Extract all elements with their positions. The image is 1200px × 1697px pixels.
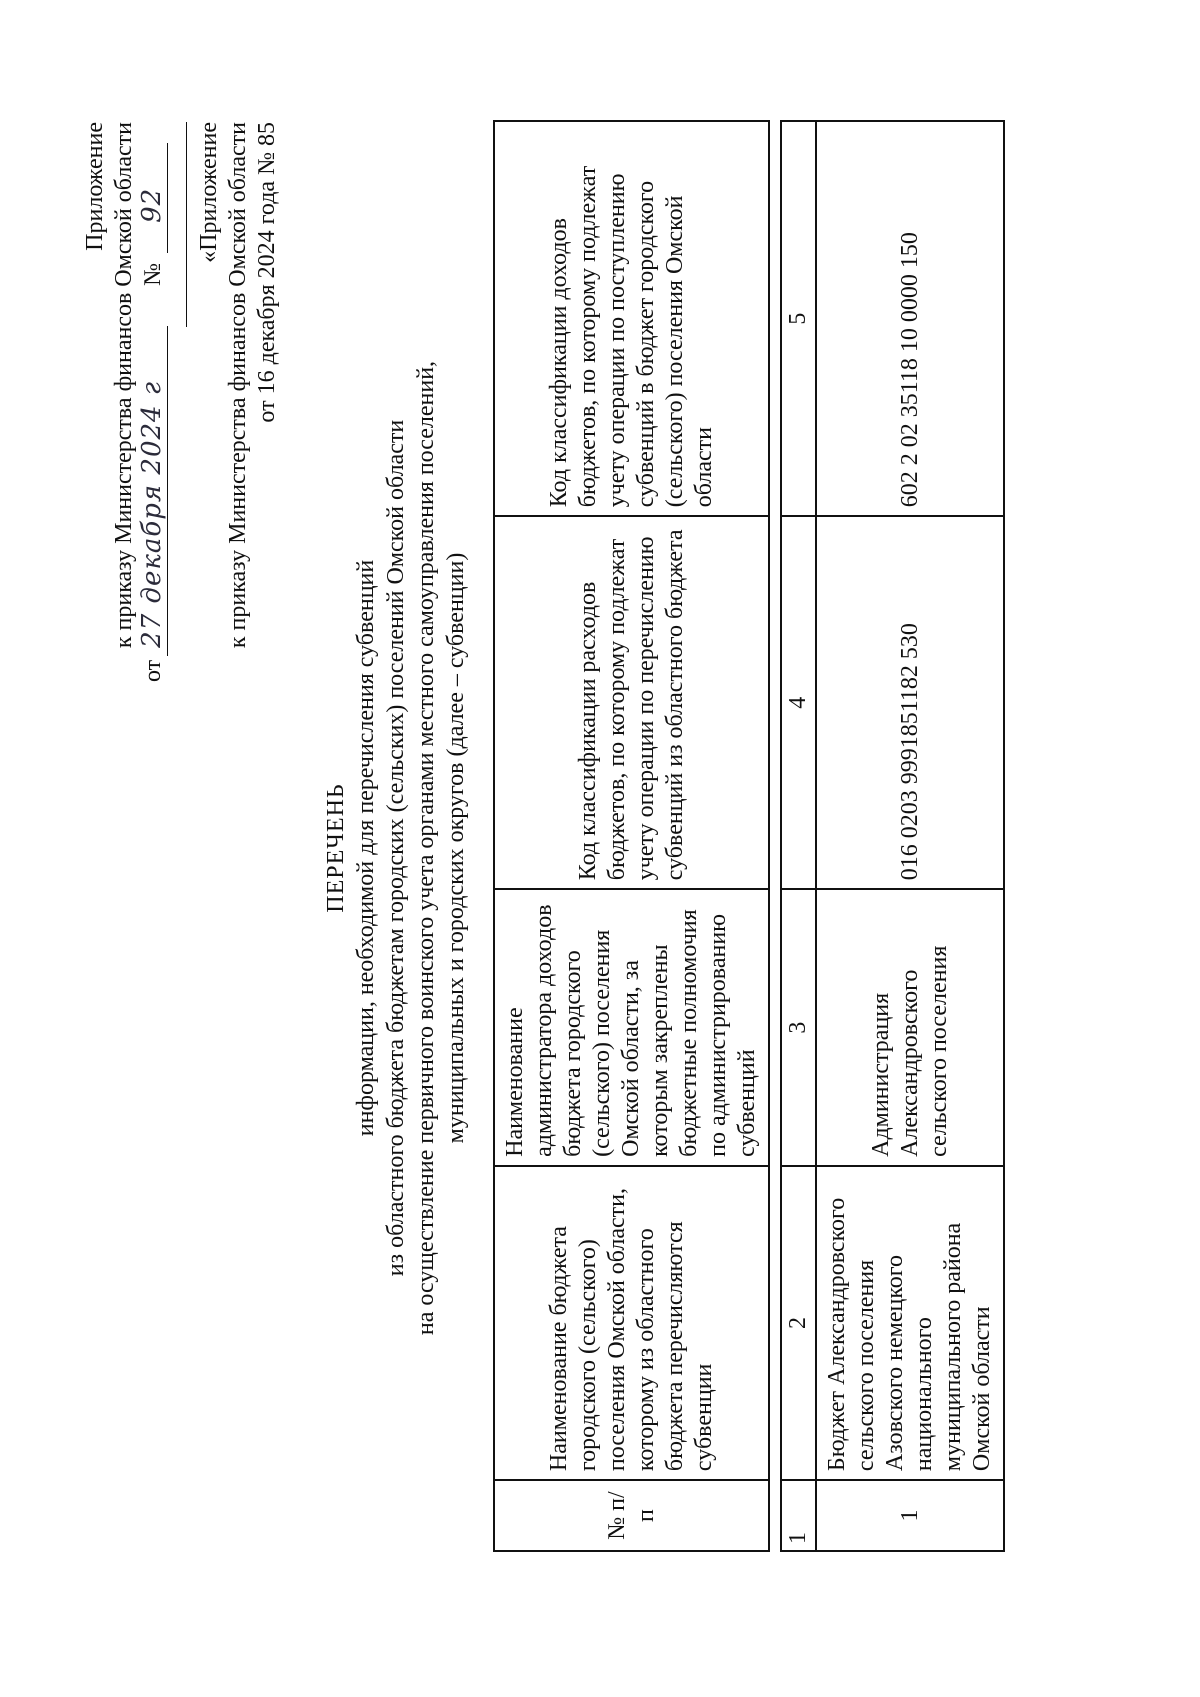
row-expense-code: 016 0203 9991851182 530	[816, 516, 1004, 889]
landscape-page	[63, 78, 1123, 1618]
title-line-1: информации, необходимой для перечисления субвенций	[353, 559, 379, 1137]
row-budget-name: Бюджет Александровского сельского поселения Азовского немецкого национального муниципального района Омской области	[816, 1166, 1004, 1480]
header-administrator: Наименование администратора доходов бюджета городского (сельского) поселения Омской области, за которым закреплены бюджетные полномочия по администрированию субвенций	[494, 889, 769, 1166]
table-header-row	[494, 121, 769, 1551]
date-blank	[137, 326, 168, 656]
title-line-4: муниципальных и городских округов (далее – субвенции)	[443, 552, 469, 1144]
column-number: 5	[781, 121, 816, 516]
row-administrator: Администрация Александровского сельского поселения	[816, 889, 1004, 1166]
previous-order-date: от 16 декабря 2024 года № 85	[254, 122, 280, 423]
header-expense-code: Код классификации расходов бюджетов, по которому подлежат учету операции по перечислению субвенций из областного бюджета	[494, 516, 769, 889]
header-income-code: Код классификации доходов бюджетов, по которому подлежат учету операции по поступлению субвенций в бюджет городского (сельского) поселения Омской области	[494, 121, 769, 516]
row-number: 1	[816, 1480, 1004, 1551]
row-income-code: 602 2 02 35118 10 0000 150	[816, 121, 1004, 516]
order-reference: к приказу Министерства финансов Омской области	[111, 122, 137, 649]
column-number-row	[781, 121, 816, 1551]
column-number: 3	[781, 889, 816, 1166]
column-number: 1	[781, 1480, 816, 1551]
subventions-table	[493, 120, 1005, 1552]
header-budget-name: Наименование бюджета городского (сельского) поселения Омской области, которому из областного бюджета перечисляются субвенции	[494, 1166, 769, 1480]
column-number: 4	[781, 516, 816, 889]
title-line-2: из областного бюджета бюджетам городских (сельских) поселений Омской области	[383, 419, 409, 1277]
appendix-header	[81, 122, 282, 682]
handwritten-number: 92	[137, 187, 167, 223]
number-prefix: №	[140, 262, 166, 286]
previous-appendix-label: «Приложение	[196, 122, 222, 263]
divider	[186, 122, 187, 327]
handwritten-date: 27 декабря 2024 г	[137, 381, 167, 648]
table-gap	[769, 121, 781, 1551]
order-date-line	[139, 122, 168, 682]
table-row	[816, 121, 1004, 1551]
previous-order-reference: к приказу Министерства финансов Омской области	[225, 122, 251, 649]
date-prefix: от	[140, 659, 166, 682]
column-number: 2	[781, 1166, 816, 1480]
header-number: № п/п	[494, 1480, 769, 1551]
title-heading: ПЕРЕЧЕНЬ	[323, 783, 349, 913]
appendix-label: Приложение	[82, 122, 108, 251]
number-blank	[137, 143, 168, 253]
title-line-3: на осуществление первичного воинского учета органами местного самоуправления поселений,	[413, 360, 439, 1336]
document-title	[321, 78, 471, 1618]
